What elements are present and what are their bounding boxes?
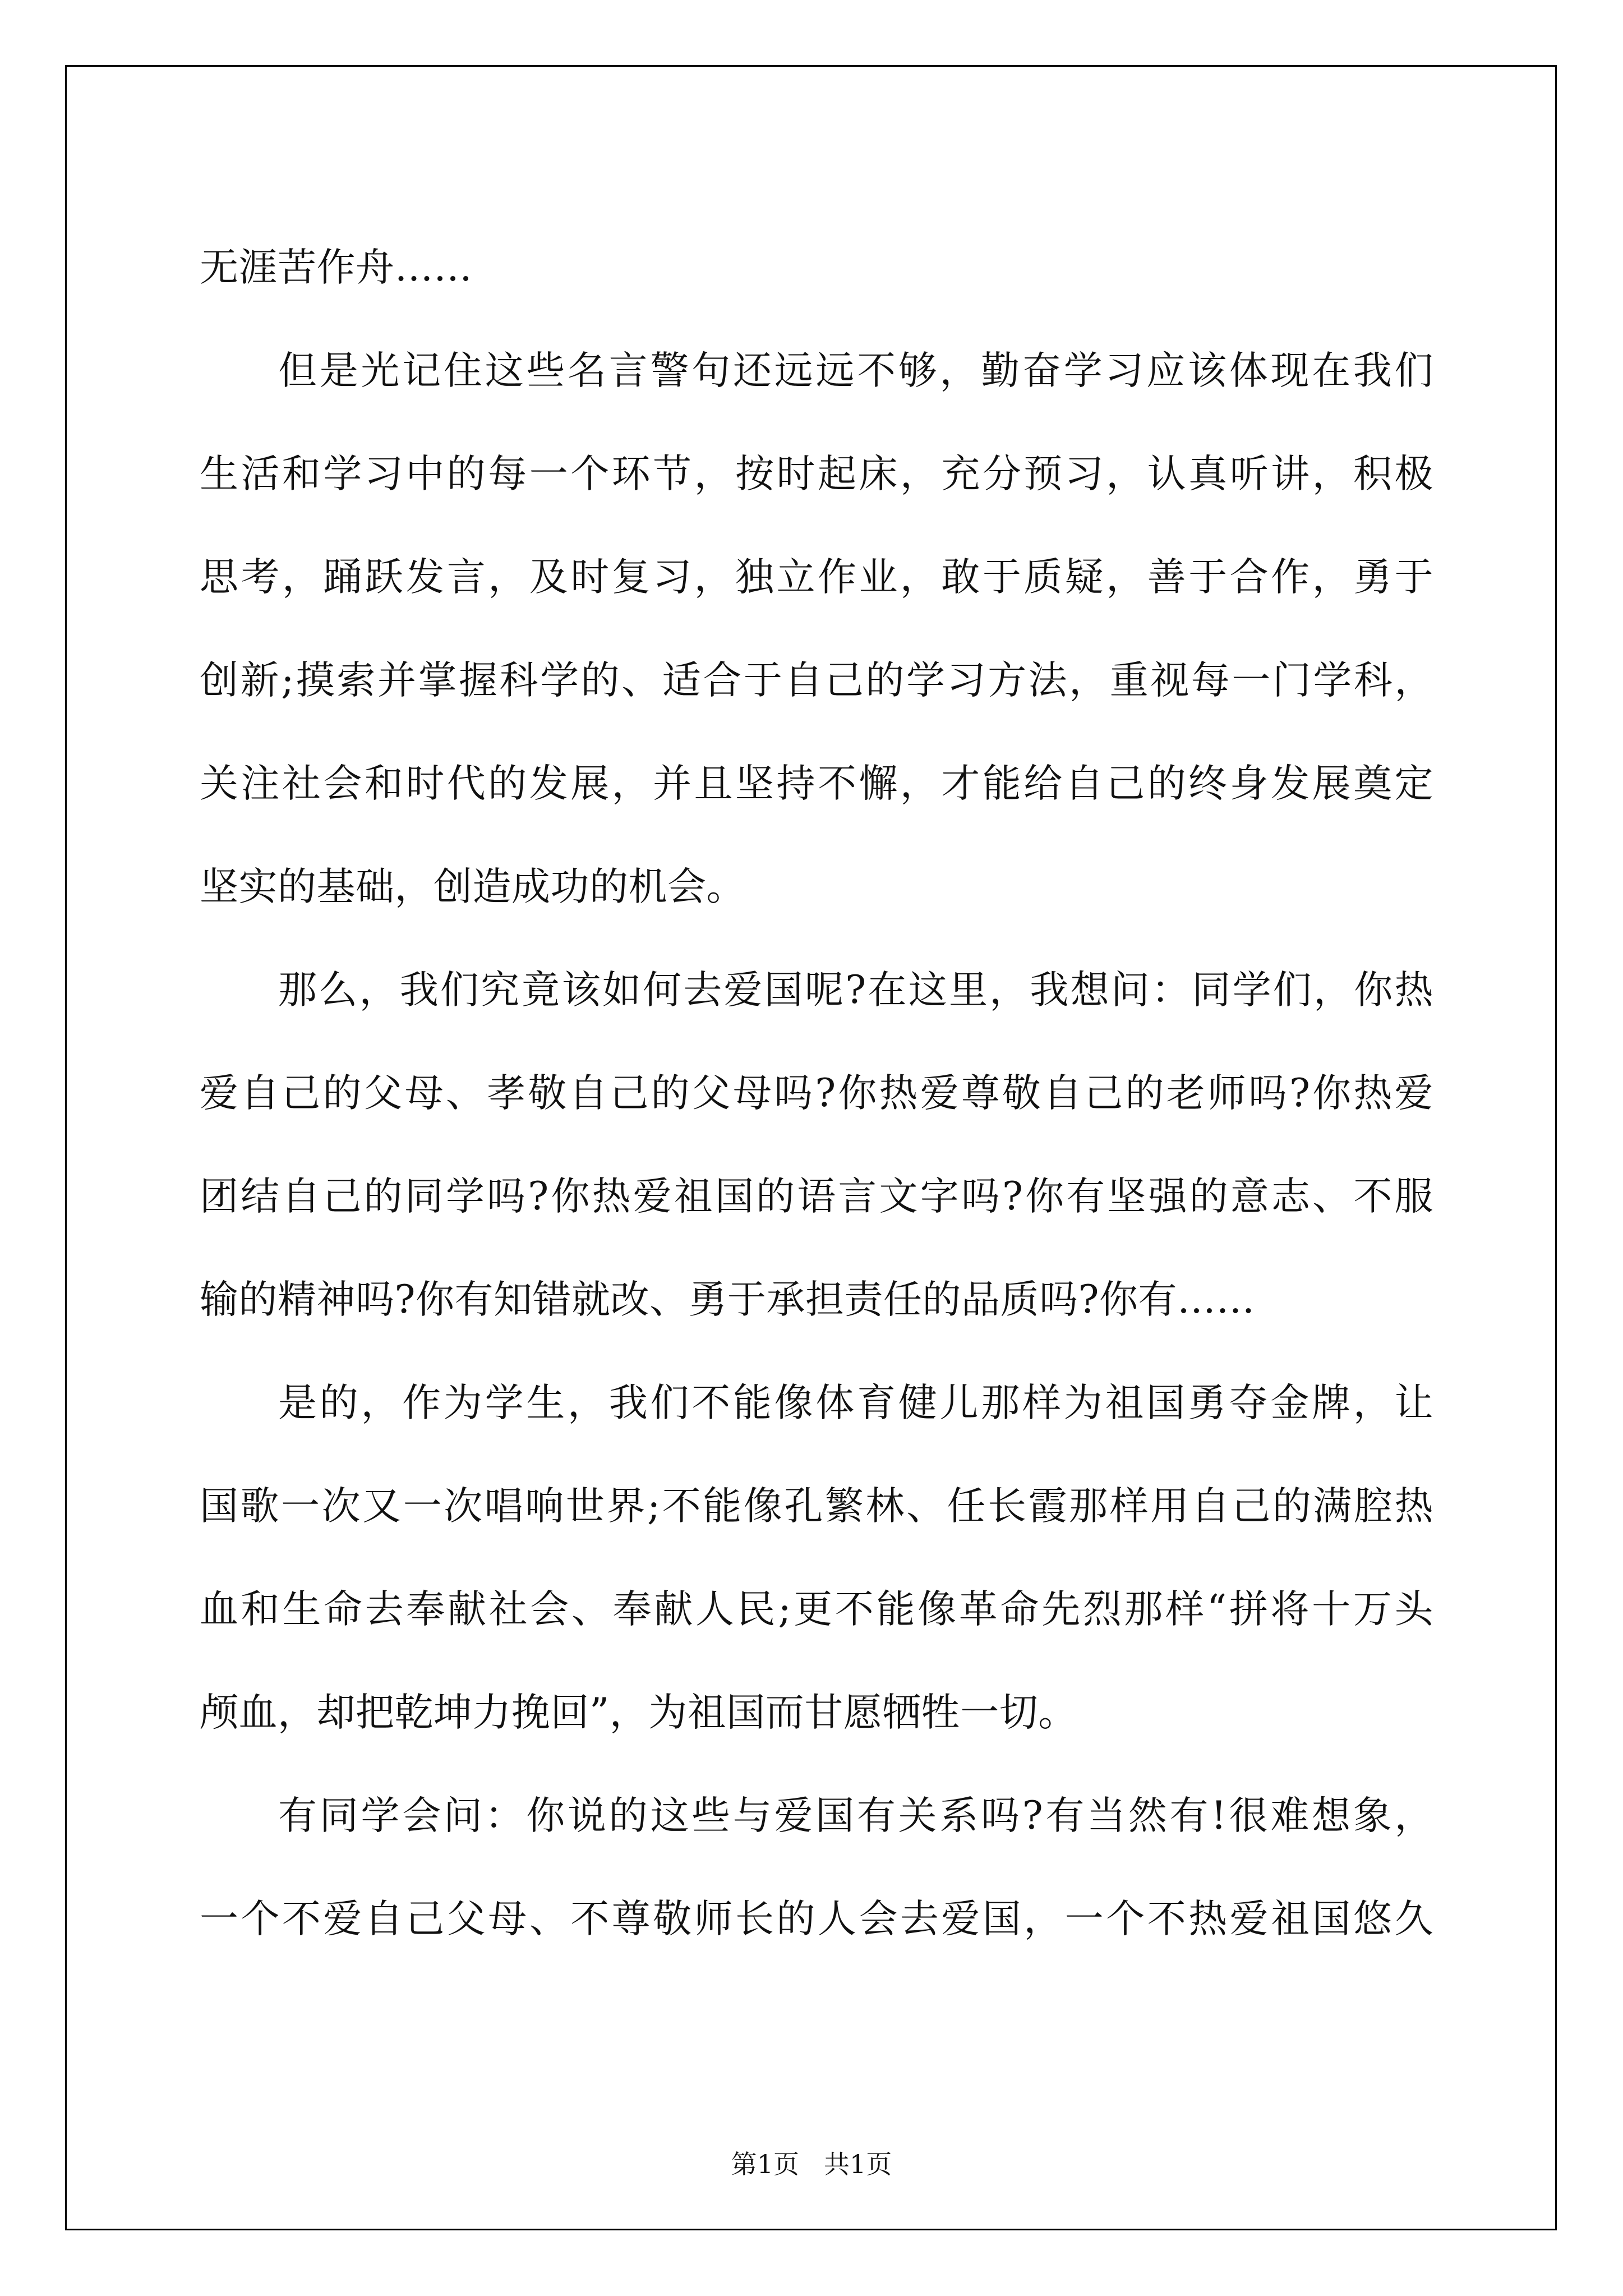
text-line: 有同学会问：你说的这些与爱国有关系吗?有当然有!很难想象， [278,1793,1433,1838]
text-line: 无涯苦作舟…… [200,245,473,290]
text-line: 团结自己的同学吗?你热爱祖国的语言文字吗?你有坚强的意志、不服 [200,1174,1433,1219]
text-line: 颅血，却把乾坤力挽回”，为祖国而甘愿牺牲一切。 [200,1690,1077,1735]
text-line: 那么，我们究竟该如何去爱国呢?在这里，我想问：同学们，你热 [278,968,1433,1013]
text-line: 生活和学习中的每一个环节，按时起床，充分预习，认真听讲，积极 [200,452,1433,496]
text-line: 思考，踊跃发言，及时复习，独立作业，敢于质疑，善于合作，勇于 [200,555,1433,600]
text-line: 输的精神吗?你有知错就改、勇于承担责任的品质吗?你有…… [200,1277,1255,1322]
document-body [200,216,1433,1971]
page-footer [0,2147,1623,2181]
text-line: 一个不爱自己父母、不尊敬师长的人会去爱国，一个不热爱祖国悠久 [200,1897,1433,1941]
text-line: 坚实的基础，创造成功的机会。 [200,864,745,909]
text-line: 国歌一次又一次唱响世界;不能像孔繁林、任长霞那样用自己的满腔热 [200,1484,1433,1529]
text-line: 关注社会和时代的发展，并且坚持不懈，才能给自己的终身发展奠定 [200,761,1433,806]
page-number: 第1页 [731,2149,799,2179]
text-line: 但是光记住这些名言警句还远远不够，勤奋学习应该体现在我们 [278,348,1433,393]
text-line: 创新;摸索并掌握科学的、适合于自己的学习方法，重视每一门学科， [200,658,1433,703]
text-line: 爱自己的父母、孝敬自己的父母吗?你热爱尊敬自己的老师吗?你热爱 [200,1071,1433,1116]
text-line: 是的，作为学生，我们不能像体育健儿那样为祖国勇夺金牌，让 [278,1381,1433,1425]
page-total: 共1页 [824,2149,892,2179]
text-line: 血和生命去奉献社会、奉献人民;更不能像革命先烈那样“拼将十万头 [200,1587,1433,1632]
